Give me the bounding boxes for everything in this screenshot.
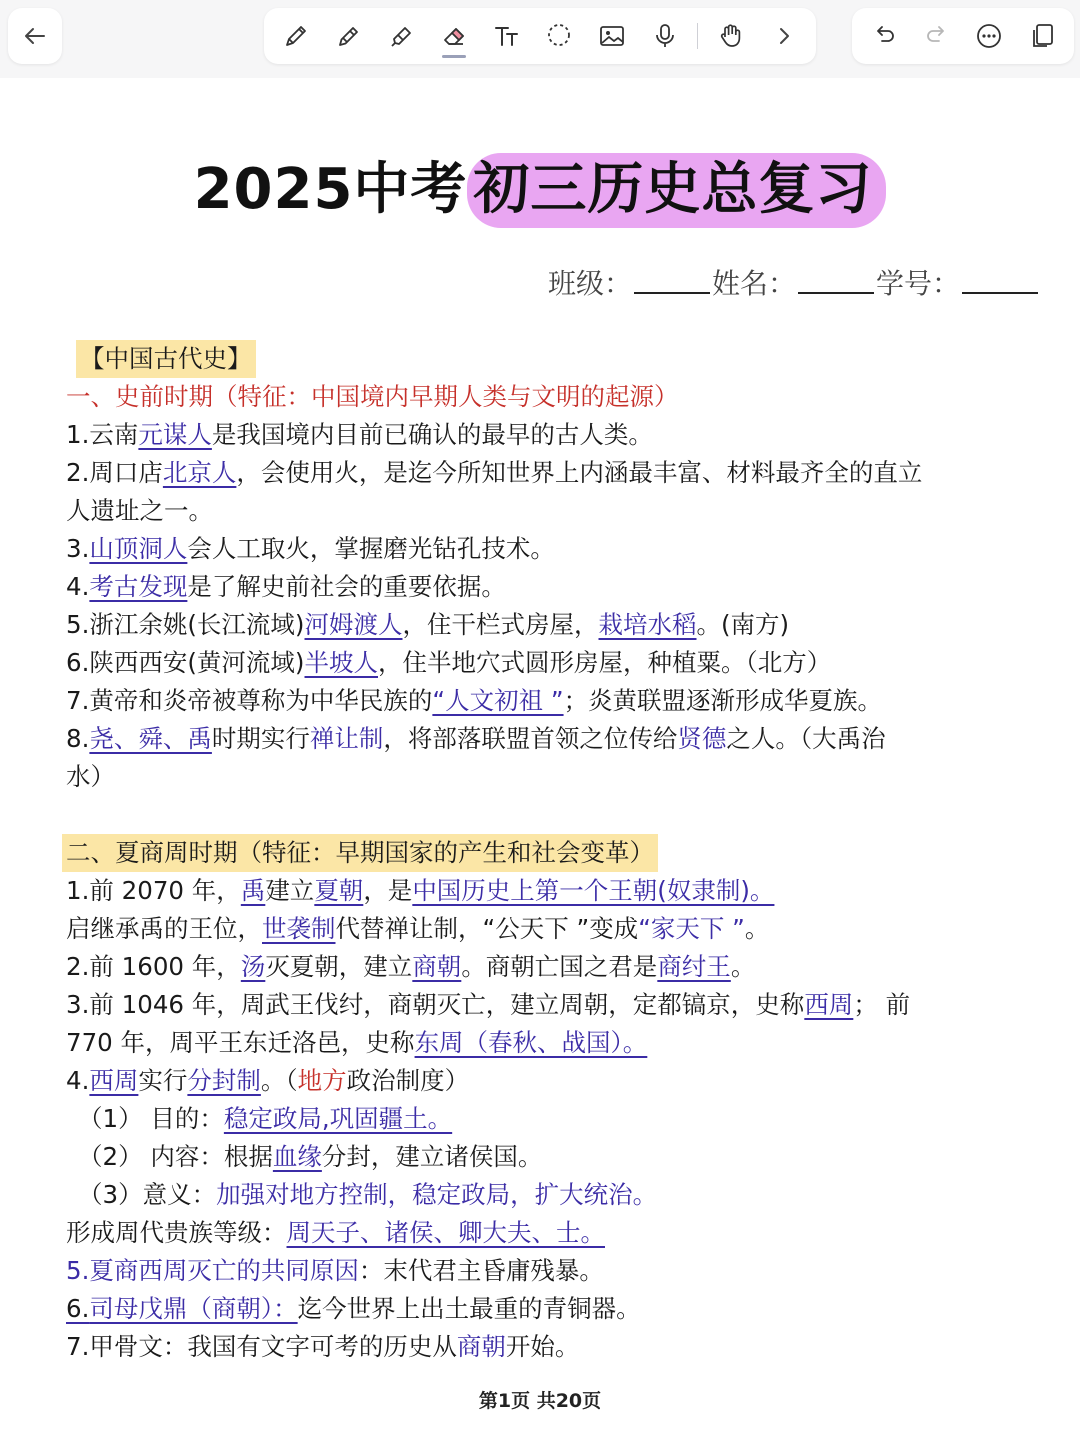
top-toolbar (0, 0, 1080, 78)
redo-icon[interactable] (917, 16, 957, 56)
toolbar-divider (697, 23, 698, 49)
image-icon[interactable] (592, 16, 632, 56)
s2-line1b: 启继承禹的王位，世袭制代替禅让制，“公天下 ”变成“家天下 ”。 (66, 914, 770, 943)
document-title (0, 145, 1080, 225)
s2-line4-purpose: （1） 目的：稳定政局,巩固疆土。 (78, 1104, 453, 1133)
pen-icon[interactable] (276, 16, 316, 56)
s2-line4-meaning: （3）意义：加强对地方控制，稳定政局，扩大统治。 (78, 1180, 658, 1209)
title-highlight: 初三历史总复习 (467, 153, 886, 228)
s2-line6: 6.司母戊鼎（商朝）：迄今世界上出土最重的青铜器。 (66, 1294, 641, 1323)
s2-line4-content: （2） 内容：根据血缘分封，建立诸侯国。 (78, 1142, 543, 1171)
section2-heading: 二、夏商周时期（特征：早期国家的产生和社会变革） (62, 834, 658, 872)
lasso-icon[interactable] (539, 16, 579, 56)
s2-line3-cont: 770 年，周平王东迁洛邑，史称东周（春秋、战国）。 (66, 1028, 648, 1057)
chevron-right-icon[interactable] (764, 16, 804, 56)
pencil-icon[interactable] (329, 16, 369, 56)
s1-line2-cont: 人遗址之一。 (66, 496, 213, 525)
id-blank (962, 262, 1038, 294)
s2-line3: 3.前 1046 年，周武王伐纣，商朝灭亡，建立周朝，定都镐京，史称西周； 前 (66, 990, 911, 1019)
s1-line6: 6.陕西西安(黄河流域)半坡人，住半地穴式圆形房屋，种植粟。（北方） (66, 648, 832, 677)
s1-line3: 3.山顶洞人会人工取火，掌握磨光钻孔技术。 (66, 534, 555, 563)
class-label: 班级： (548, 267, 633, 300)
section1-heading: 一、史前时期（特征：中国境内早期人类与文明的起源） (66, 382, 679, 411)
microphone-icon[interactable] (645, 16, 685, 56)
pages-icon[interactable] (1022, 16, 1062, 56)
s1-line2: 2.周口店北京人，会使用火，是迄今所知世界上内涵最丰富、材料最齐全的直立 (66, 458, 923, 487)
s1-line1: 1.云南元谋人是我国境内目前已确认的最早的古人类。 (66, 420, 653, 449)
back-arrow-icon[interactable] (15, 16, 55, 56)
s1-line4: 4.考古发现是了解史前社会的重要依据。 (66, 572, 506, 601)
page-indicator: 第1页 共20页 (478, 1390, 602, 1412)
undo-icon[interactable] (864, 16, 904, 56)
back-button[interactable] (8, 8, 62, 64)
id-label: 学号： (876, 267, 961, 300)
class-blank (634, 262, 710, 294)
text-icon[interactable] (487, 16, 527, 56)
action-palette (852, 8, 1074, 64)
highlighter-icon[interactable] (382, 16, 422, 56)
s2-line4: 4.西周实行分封制。（地方政治制度） (66, 1066, 470, 1095)
s2-line5: 5.夏商西周灭亡的共同原因：末代君主昏庸残暴。 (66, 1256, 604, 1285)
eraser-icon[interactable] (434, 16, 474, 56)
title-plain: 2025中考 (193, 157, 468, 222)
name-label: 姓名： (712, 267, 797, 300)
tool-palette (264, 8, 816, 64)
student-info-row (548, 262, 1040, 302)
more-icon[interactable] (969, 16, 1009, 56)
s2-line7: 7.甲骨文：我国有文字可考的历史从商朝开始。 (66, 1332, 580, 1361)
s1-line8-cont: 水） (66, 762, 115, 791)
s2-line1: 1.前 2070 年，禹建立夏朝，是中国历史上第一个王朝(奴隶制)。 (66, 876, 775, 905)
s1-line5: 5.浙江余姚(长江流域)河姆渡人，住干栏式房屋，栽培水稻。(南方) (66, 610, 790, 639)
s1-line8: 8.尧、舜、禹时期实行禅让制，将部落联盟首领之位传给贤德之人。（大禹治 (66, 724, 886, 753)
section-tag: 【中国古代史】 (76, 340, 256, 378)
document-body (66, 340, 1016, 1366)
s2-line2: 2.前 1600 年，汤灭夏朝，建立商朝。商朝亡国之君是商纣王。 (66, 952, 756, 981)
hand-icon[interactable] (711, 16, 751, 56)
s1-line7: 7.黄帝和炎帝被尊称为中华民族的“人文初祖 ”；炎黄联盟逐渐形成华夏族。 (66, 686, 883, 715)
s2-line4-hierarchy: 形成周代贵族等级：周天子、诸侯、卿大夫、士。 (66, 1218, 605, 1247)
name-blank (798, 262, 874, 294)
